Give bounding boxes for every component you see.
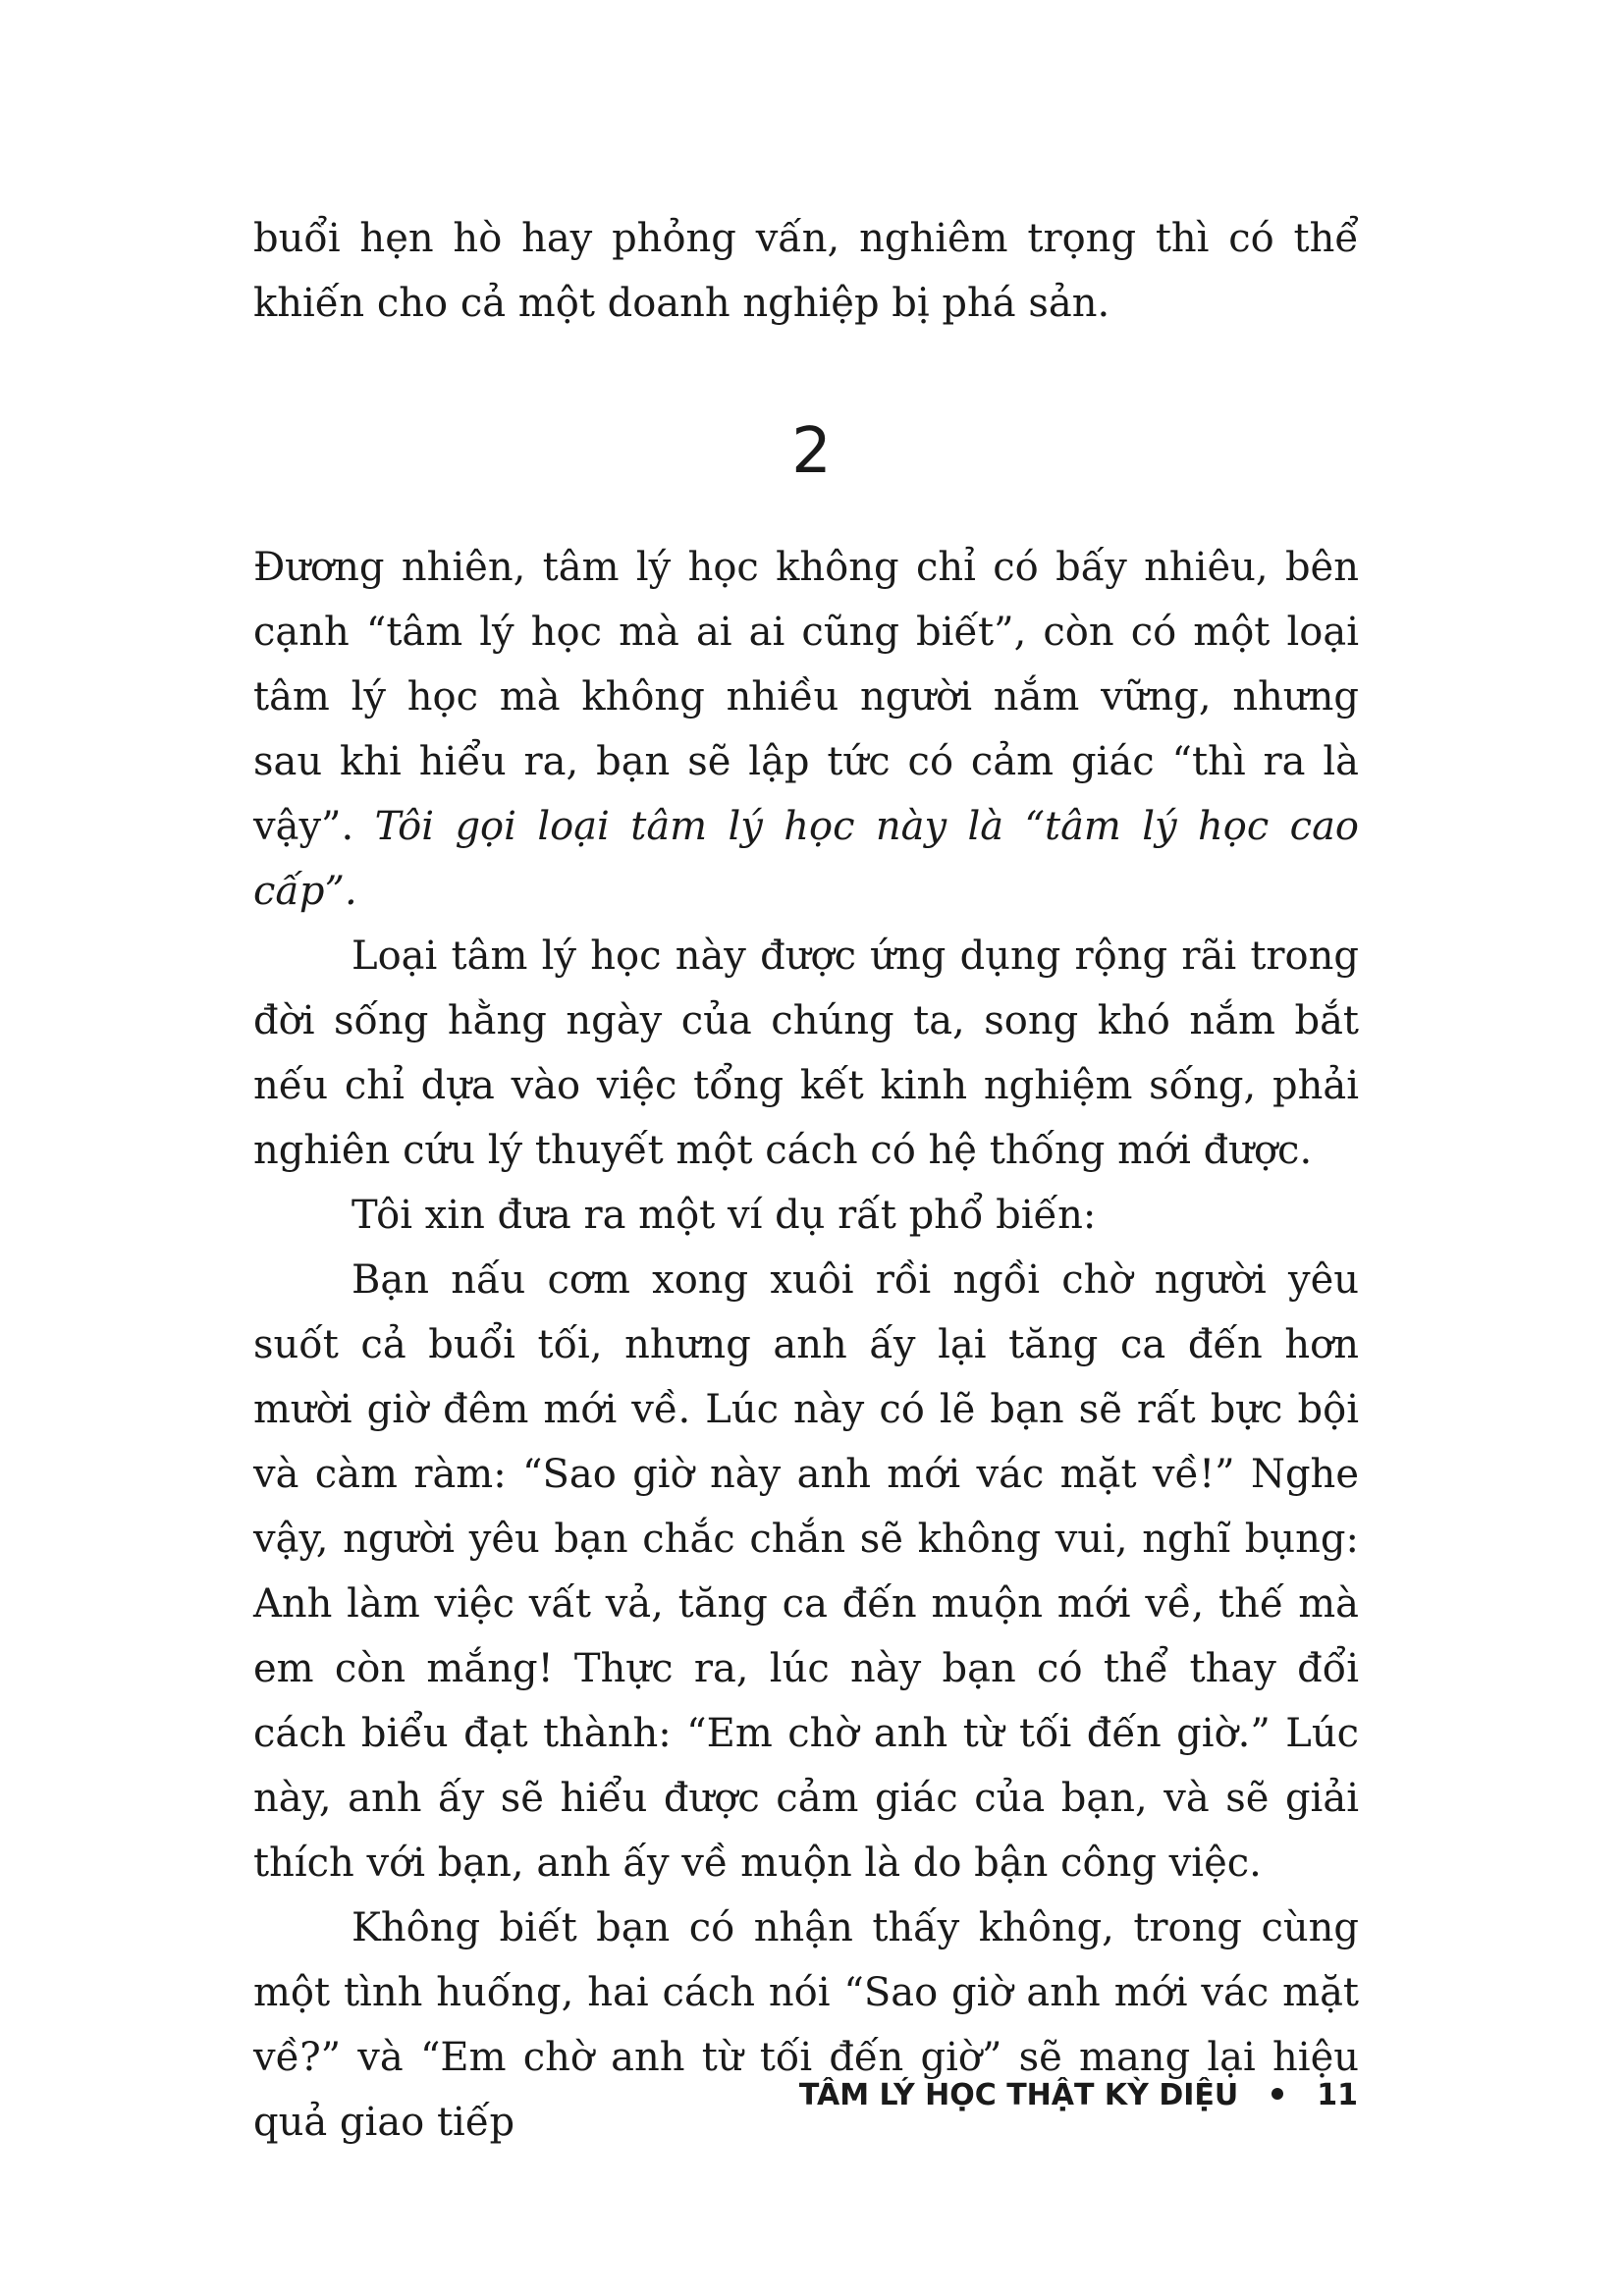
bullet-separator-icon (1271, 2088, 1283, 2100)
page-footer (799, 2076, 1358, 2115)
footer-page-number: 11 (1317, 2078, 1358, 2112)
continuation-block (253, 206, 1359, 336)
section-number: 2 (791, 415, 832, 488)
main-text-block (253, 535, 1359, 2155)
paragraph-2: Loại tâm lý học này được ứng dụng rộng rãi trong đời sống hằng ngày của chúng ta, song khó nắm bắt nếu chỉ dựa vào việc tổng kết kinh nghiệm sống, phải nghiên cứu lý thuyết một cách có hệ thống mới được. (253, 934, 1359, 1173)
paragraph-1 (253, 535, 1359, 924)
continuation-paragraph: buổi hẹn hò hay phỏng vấn, nghiêm trọng thì có thể khiến cho cả một doanh nghiệp bị phá sản. (253, 216, 1359, 326)
paragraph-1-text: Đương nhiên, tâm lý học không chỉ có bấy nhiêu, bên cạnh “tâm lý học mà ai ai cũng biết”, còn có một loại tâm lý học mà không nhiều người nắm vững, nhưng sau khi hiểu ra, bạn sẽ lập tức có cảm giác “thì ra là vậy”. (253, 545, 1359, 849)
footer-book-title: TÂM LÝ HỌC THẬT KỲ DIỆU (798, 2078, 1239, 2112)
paragraph-3: Tôi xin đưa ra một ví dụ rất phổ biến: (352, 1193, 1097, 1238)
paragraph-1-italic: Tôi gọi loại tâm lý học này là “tâm lý học cao cấp”. (253, 804, 1359, 914)
paragraph-4: Bạn nấu cơm xong xuôi rồi ngồi chờ người yêu suốt cả buổi tối, nhưng anh ấy lại tăng ca đến hơn mười giờ đêm mới về. Lúc này có lẽ bạn sẽ rất bực bội và càm ràm: “Sao giờ này anh mới vác mặt về!” Nghe vậy, người yêu bạn chắc chắn sẽ không vui, nghĩ bụng: Anh làm việc vất vả, tăng ca đến muộn mới về, thế mà em còn mắng! Thực ra, lúc này bạn có thể thay đổi cách biểu đạt thành: “Em chờ anh từ tối đến giờ.” Lúc này, anh ấy sẽ hiểu được cảm giác của bạn, và sẽ giải thích với bạn, anh ấy về muộn là do bận công việc. (253, 1257, 1359, 1886)
paragraph-5: Không biết bạn có nhận thấy không, trong cùng một tình huống, hai cách nói “Sao giờ anh mới vác mặt về?” và “Em chờ anh từ tối đến giờ” sẽ mang lại hiệu quả giao tiếp (253, 1905, 1359, 2145)
